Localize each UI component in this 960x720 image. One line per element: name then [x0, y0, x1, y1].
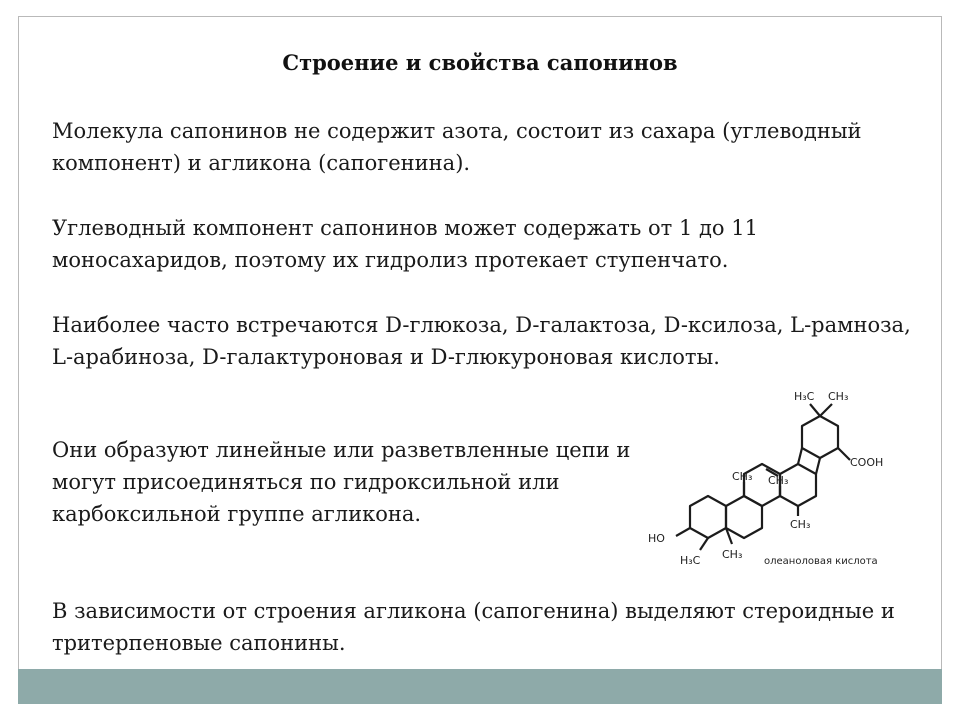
oleanolic-acid-structure	[628, 378, 918, 576]
label-ch3-b: CH₃	[768, 474, 789, 487]
label-ch3-c: CH₃	[790, 518, 811, 531]
label-ho: HO	[648, 532, 665, 545]
label-ch3-top: CH₃	[828, 390, 849, 403]
ring-e	[802, 416, 838, 458]
label-ch3-bottom: CH₃	[722, 548, 743, 561]
paragraph-chains: Они образуют линейные или разветвленные цепи и могут присоединяться по гидроксильной или карбоксильной группе агликона.	[52, 438, 631, 526]
ring-a	[690, 496, 726, 538]
label-cooh: COOH	[850, 456, 884, 469]
slide-title: Строение и свойства сапонинов	[282, 50, 678, 75]
label-ch3-a: CH₃	[732, 470, 753, 483]
paragraph-composition: Молекула сапонинов не содержит азота, состоит из сахара (углеводный компонент) и агликона (сапогенина).	[52, 119, 862, 175]
paragraph-carbohydrate: Углеводный компонент сапонинов может содержать от 1 до 11 моносахаридов, поэтому их гидролиз протекает ступенчато.	[52, 216, 758, 272]
footer-bar	[18, 669, 942, 704]
label-h3c-bottom: H₃C	[680, 554, 701, 567]
paragraph-monosaccharides: Наиболее часто встречаются D-глюкоза, D-галактоза, D-ксилоза, L-рамноза, L-арабиноза, D-галактуроновая и D-глюкуроновая кислоты.	[52, 313, 911, 369]
paragraph-classification: В зависимости от строения агликона (сапогенина) выделяют стероидные и тритерпеновые сапонины.	[52, 599, 895, 655]
structure-caption: олеаноловая кислота	[764, 556, 878, 567]
label-h3c-top: H₃C	[794, 390, 815, 403]
